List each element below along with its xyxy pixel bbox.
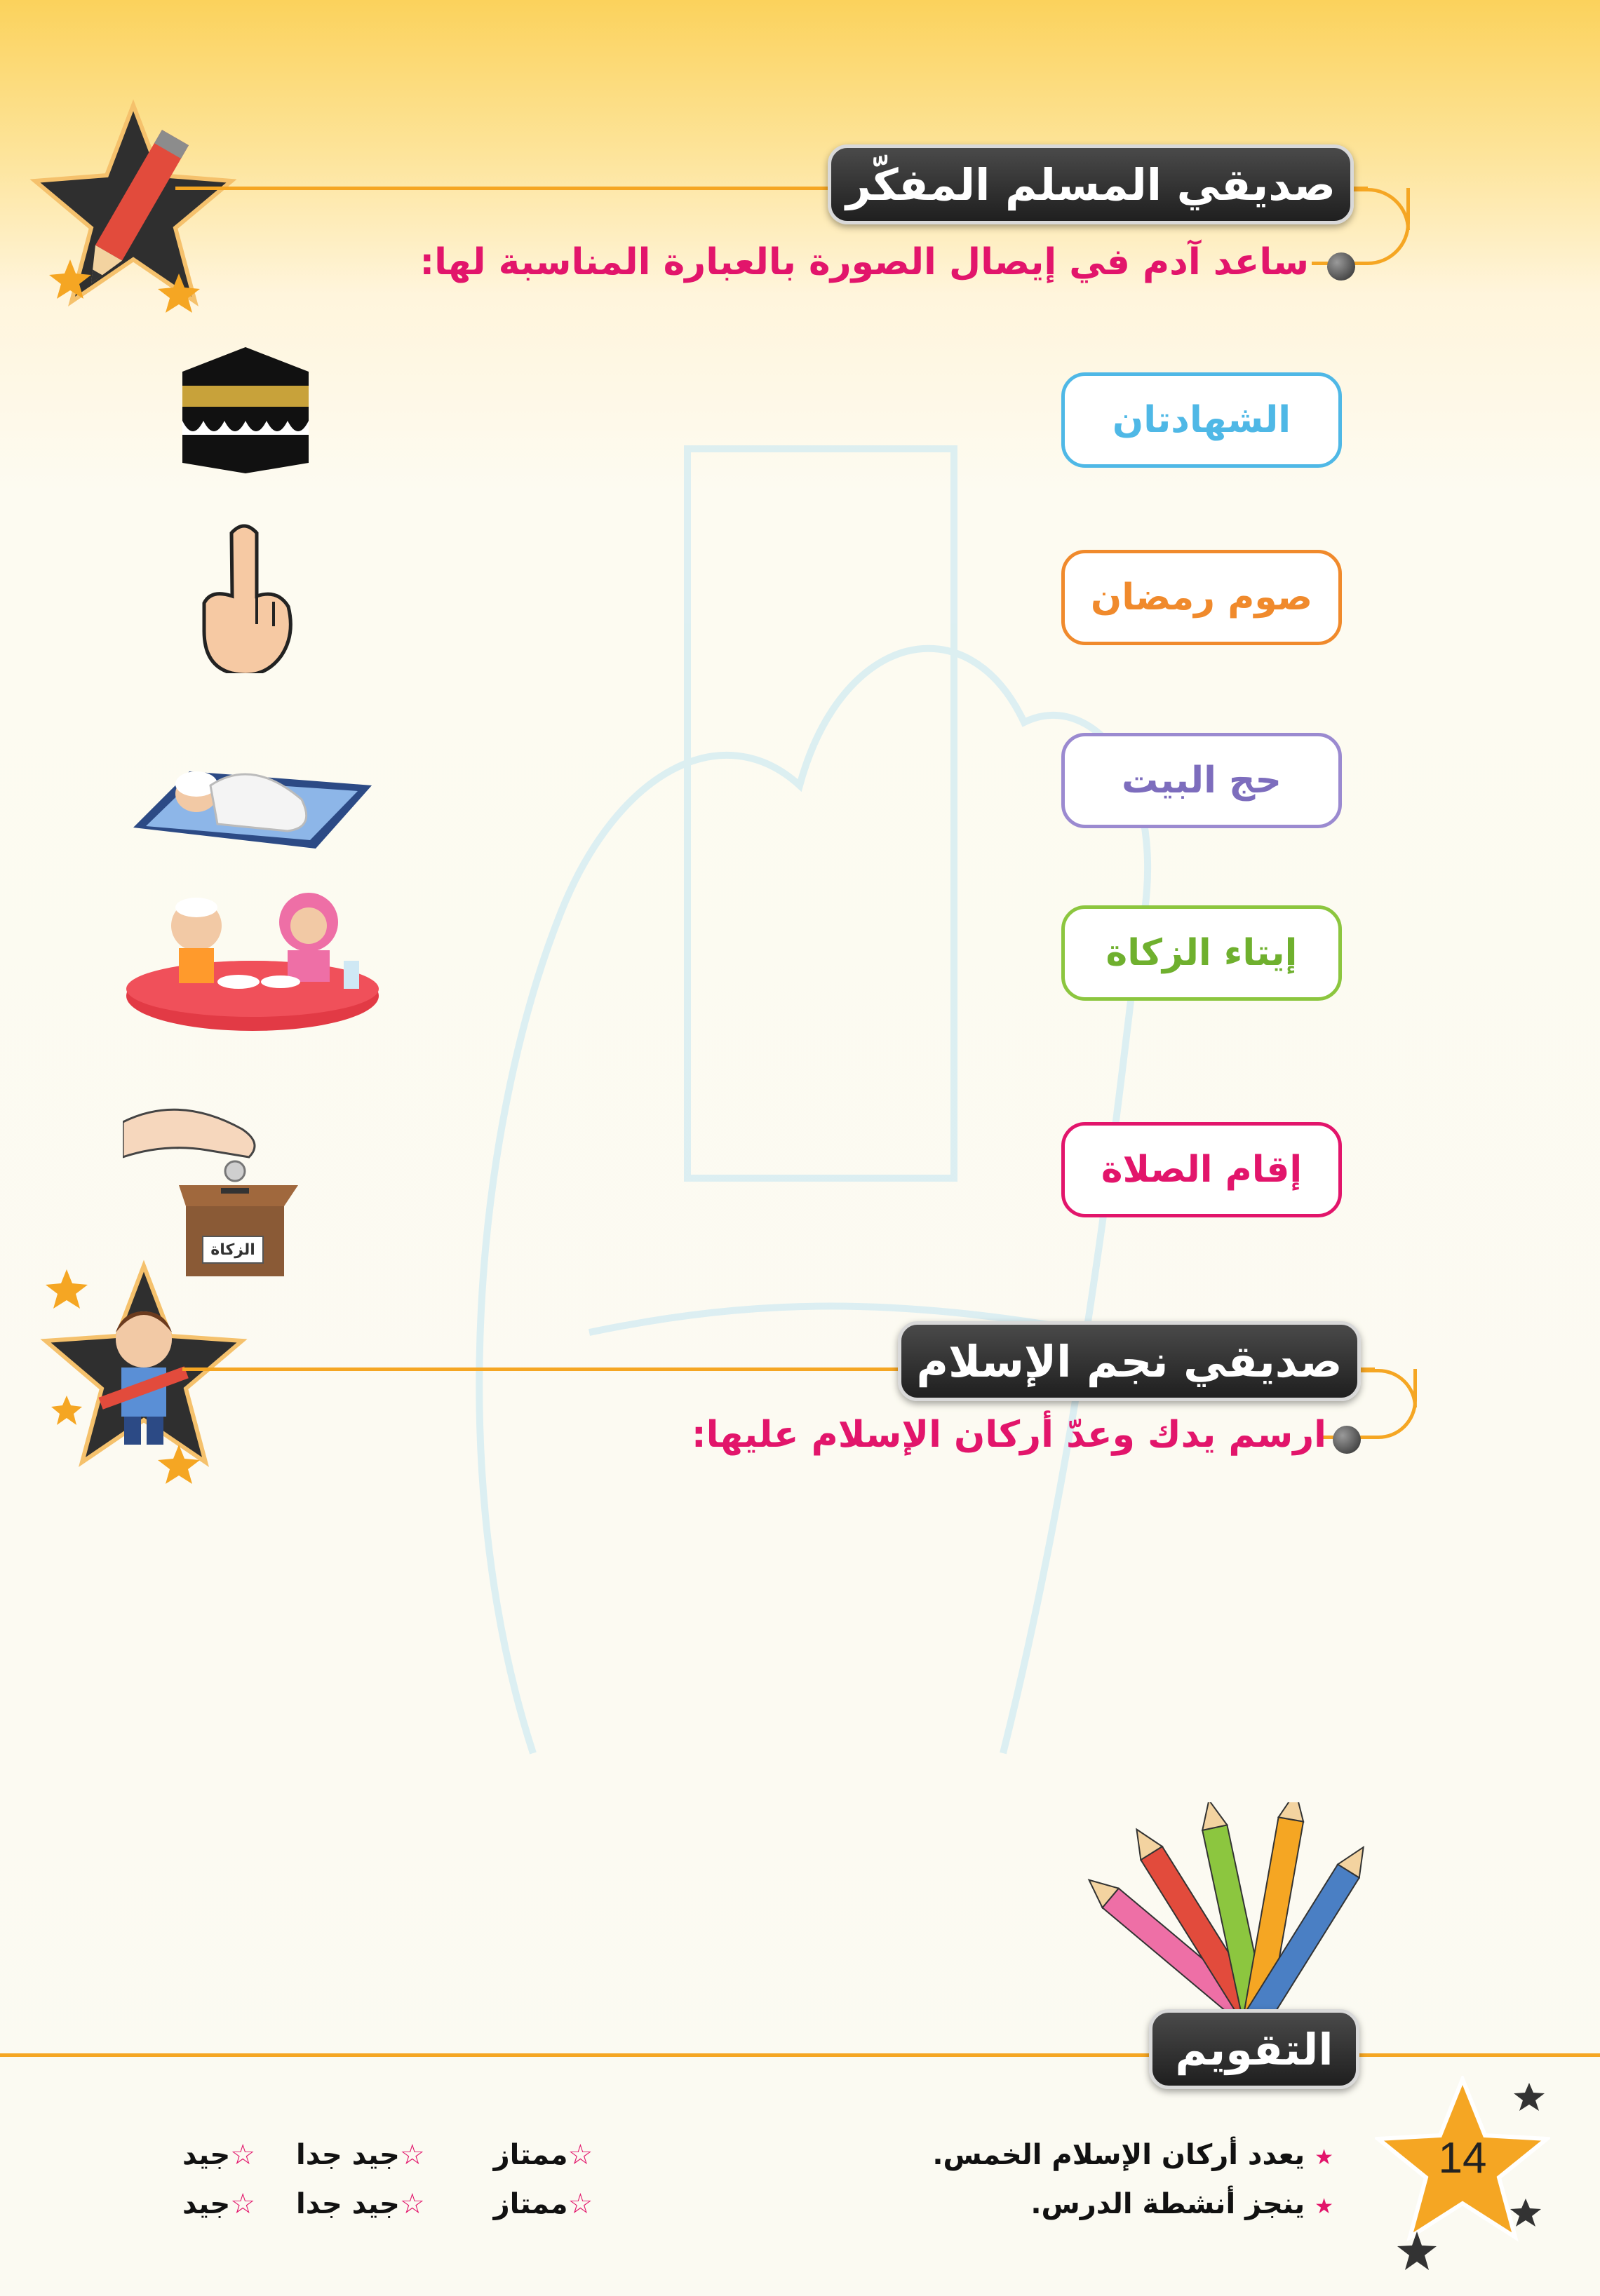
kaaba-icon (175, 344, 316, 477)
rating-option-very-good[interactable]: ☆جيد جدا (296, 2188, 425, 2220)
evaluation-line (0, 2053, 1600, 2057)
rating-star-icon: ☆ (567, 2188, 593, 2220)
phrase-sawm-ramadan[interactable]: صوم رمضان (1061, 550, 1342, 645)
iftar-table-icon (119, 884, 386, 1038)
rating-star-icon: ☆ (399, 2139, 425, 2171)
small-dark-star-icon (1396, 2230, 1438, 2272)
pointing-finger-icon (196, 519, 302, 673)
section2-bullet (1333, 1426, 1361, 1454)
evaluation-row-1 (932, 2139, 1333, 2171)
rating-option-excellent[interactable]: ☆ممتاز (493, 2139, 593, 2171)
rating-option-excellent[interactable]: ☆ممتاز (493, 2188, 593, 2220)
section1-title: صديقي المسلم المفكّر (828, 144, 1354, 224)
rating-star-icon: ☆ (399, 2188, 425, 2220)
evaluation-row-2-text: ينجز أنشطة الدرس. (1030, 2188, 1305, 2220)
rating-star-icon: ☆ (230, 2188, 256, 2220)
rating-row-2 (182, 2188, 593, 2220)
pencils-icon (1024, 1802, 1403, 2027)
evaluation-row-1-text: يعدد أركان الإسلام الخمس. (932, 2139, 1305, 2171)
zakat-box-label: الزكاة (202, 1236, 264, 1264)
star-bullet-icon: ★ (1315, 2194, 1333, 2219)
rating-option-very-good[interactable]: ☆جيد جدا (296, 2139, 425, 2171)
phrase-salah[interactable]: إقام الصلاة (1061, 1122, 1342, 1217)
rating-row-1 (182, 2139, 593, 2171)
section1-instruction: ساعد آدم في إيصال الصورة بالعبارة المناسبة لها: (419, 241, 1309, 283)
star-bullet-icon: ★ (1315, 2145, 1333, 2170)
page-number: 14 (1438, 2134, 1487, 2182)
rating-star-icon: ☆ (567, 2139, 593, 2171)
pencil-star-badge-icon (28, 98, 238, 330)
section2-instruction: ارسم يدك وعدّ أركان الإسلام عليها: (691, 1414, 1326, 1456)
rating-star-icon: ☆ (230, 2139, 256, 2171)
rating-option-good[interactable]: ☆جيد (182, 2139, 256, 2171)
phrase-zakat[interactable]: إيتاء الزكاة (1061, 905, 1342, 1001)
rating-option-good[interactable]: ☆جيد (182, 2188, 256, 2220)
section1-bullet (1327, 252, 1355, 281)
praying-man-icon (126, 743, 379, 856)
evaluation-row-2 (1030, 2188, 1333, 2220)
phrase-hajj[interactable]: حج البيت (1061, 733, 1342, 828)
section2-title: صديقي نجم الإسلام (898, 1321, 1361, 1401)
boy-star-badge-icon (39, 1255, 249, 1487)
evaluation-title: التقويم (1149, 2009, 1359, 2089)
phrase-shahadatan[interactable]: الشهادتان (1061, 372, 1342, 468)
